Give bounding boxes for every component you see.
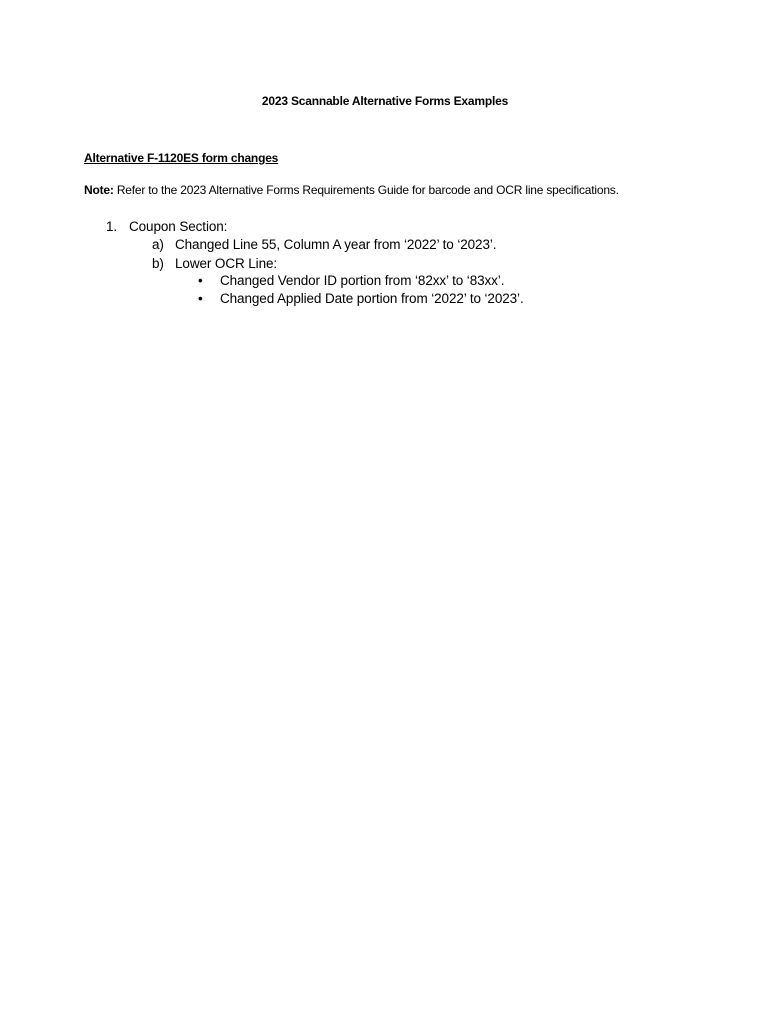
bullet-marker: • — [198, 273, 203, 288]
sub-list-marker: a) — [152, 237, 164, 252]
list-item-text: Coupon Section: — [129, 219, 228, 234]
sub-list-item-text: Changed Line 55, Column A year from ‘2022’ to ‘2023’. — [175, 237, 497, 252]
sub-list-marker: b) — [152, 256, 164, 271]
note-label: Note: — [84, 183, 114, 197]
sub-list-item-text: Lower OCR Line: — [175, 256, 278, 271]
note-text: Refer to the 2023 Alternative Forms Requirements Guide for barcode and OCR line specifications. — [116, 183, 619, 197]
document-title: 2023 Scannable Alternative Forms Examples — [261, 94, 509, 108]
list-marker: 1. — [106, 219, 118, 234]
bullet-marker: • — [198, 291, 203, 306]
bullet-text: Changed Applied Date portion from ‘2022’ to ‘2023’. — [220, 291, 524, 306]
bullet-text: Changed Vendor ID portion from ‘82xx’ to ‘83xx’. — [220, 273, 505, 288]
section-heading: Alternative F-1120ES form changes — [84, 151, 279, 165]
note-paragraph — [84, 183, 619, 197]
